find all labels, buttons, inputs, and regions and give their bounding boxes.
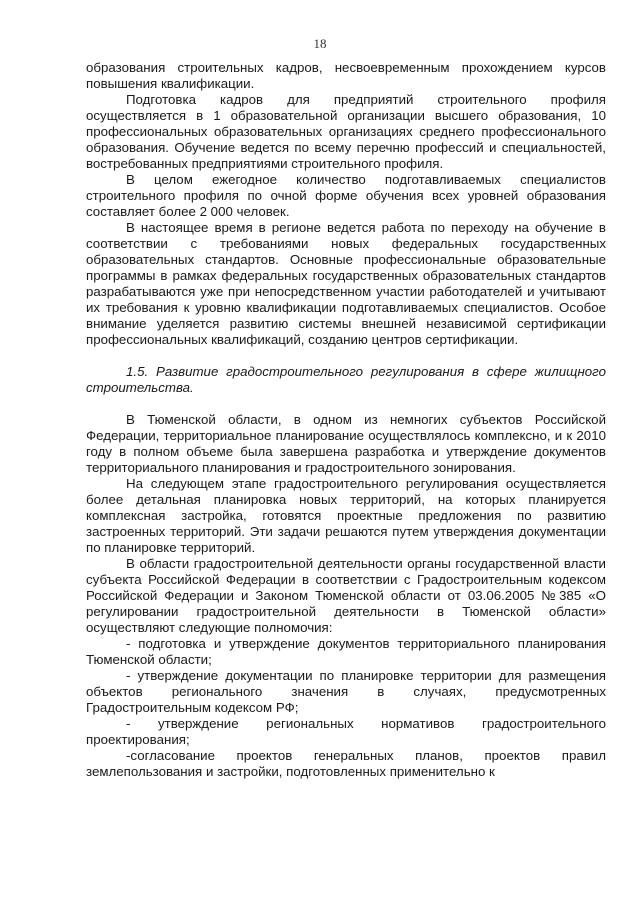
paragraph: На следующем этапе градостроительного регулирования осуществляется более детальная планировка новых территорий, на которых планируется комплексная застройка, готовятся проектные предложения по развитию застроенных территорий. Эти задачи решаются путем утверждения документации по планировке территорий. [86, 476, 606, 555]
paragraph: В Тюменской области, в одном из немногих субъектов Российской Федерации, территориальное планирование осуществлялось комплексно, и к 2010 году в полном объеме была завершена разработка и утверждение документов территориального планирования и градостроительного зонирования. [86, 412, 606, 475]
spacer [86, 396, 606, 412]
list-item: - подготовка и утверждение документов территориального планирования Тюменской области; [86, 636, 606, 667]
section-heading: 1.5. Развитие градостроительного регулирования в сфере жилищного строительства. [86, 364, 606, 395]
paragraph: В настоящее время в регионе ведется работа по переходу на обучение в соответствии с требованиями новых федеральных государственных образовательных стандартов. Основные профессиональные образовательные программы в рамках федеральных государственных образовательных стандартов разрабатываются уже при непосредственном участии работодателей и учитывают их требования к уровню квалификации подготавливаемых специалистов. Особое внимание уделяется развитию системы внешней независимой сертификации профессиональных квалификаций, созданию центров сертификации. [86, 220, 606, 347]
list-item: - утверждение документации по планировке территории для размещения объектов регионального значения в случаях, предусмотренных Градостроительным кодексом РФ; [86, 668, 606, 715]
list-item: -согласование проектов генеральных планов, проектов правил землепользования и застройки, подготовленных применительно к [86, 748, 606, 779]
list-item: - утверждение региональных нормативов градостроительного проектирования; [86, 716, 606, 747]
paragraph: Подготовка кадров для предприятий строительного профиля осуществляется в 1 образовательной организации высшего образования, 10 профессиональных образовательных организациях среднего профессионального образования. Обучение ведется по всему перечню профессий и специальностей, востребованных предприятиями строительного профиля. [86, 92, 606, 171]
paragraph: образования строительных кадров, несвоевременным прохождением курсов повышения квалификации. [86, 60, 606, 91]
page-number: 18 [313, 36, 327, 51]
paragraph: В целом ежегодное количество подготавливаемых специалистов строительного профиля по очной форме обучения всех уровней образования составляет более 2 000 человек. [86, 172, 606, 219]
spacer [86, 348, 606, 364]
document-body [86, 60, 606, 780]
paragraph: В области градостроительной деятельности органы государственной власти субъекта Российской Федерации в соответствии с Градостроительным кодексом Российской Федерации и Законом Тюменской области от 03.06.2005 №385 «О регулировании градостроительной деятельности в Тюменской области» осуществляют следующие полномочия: [86, 556, 606, 635]
